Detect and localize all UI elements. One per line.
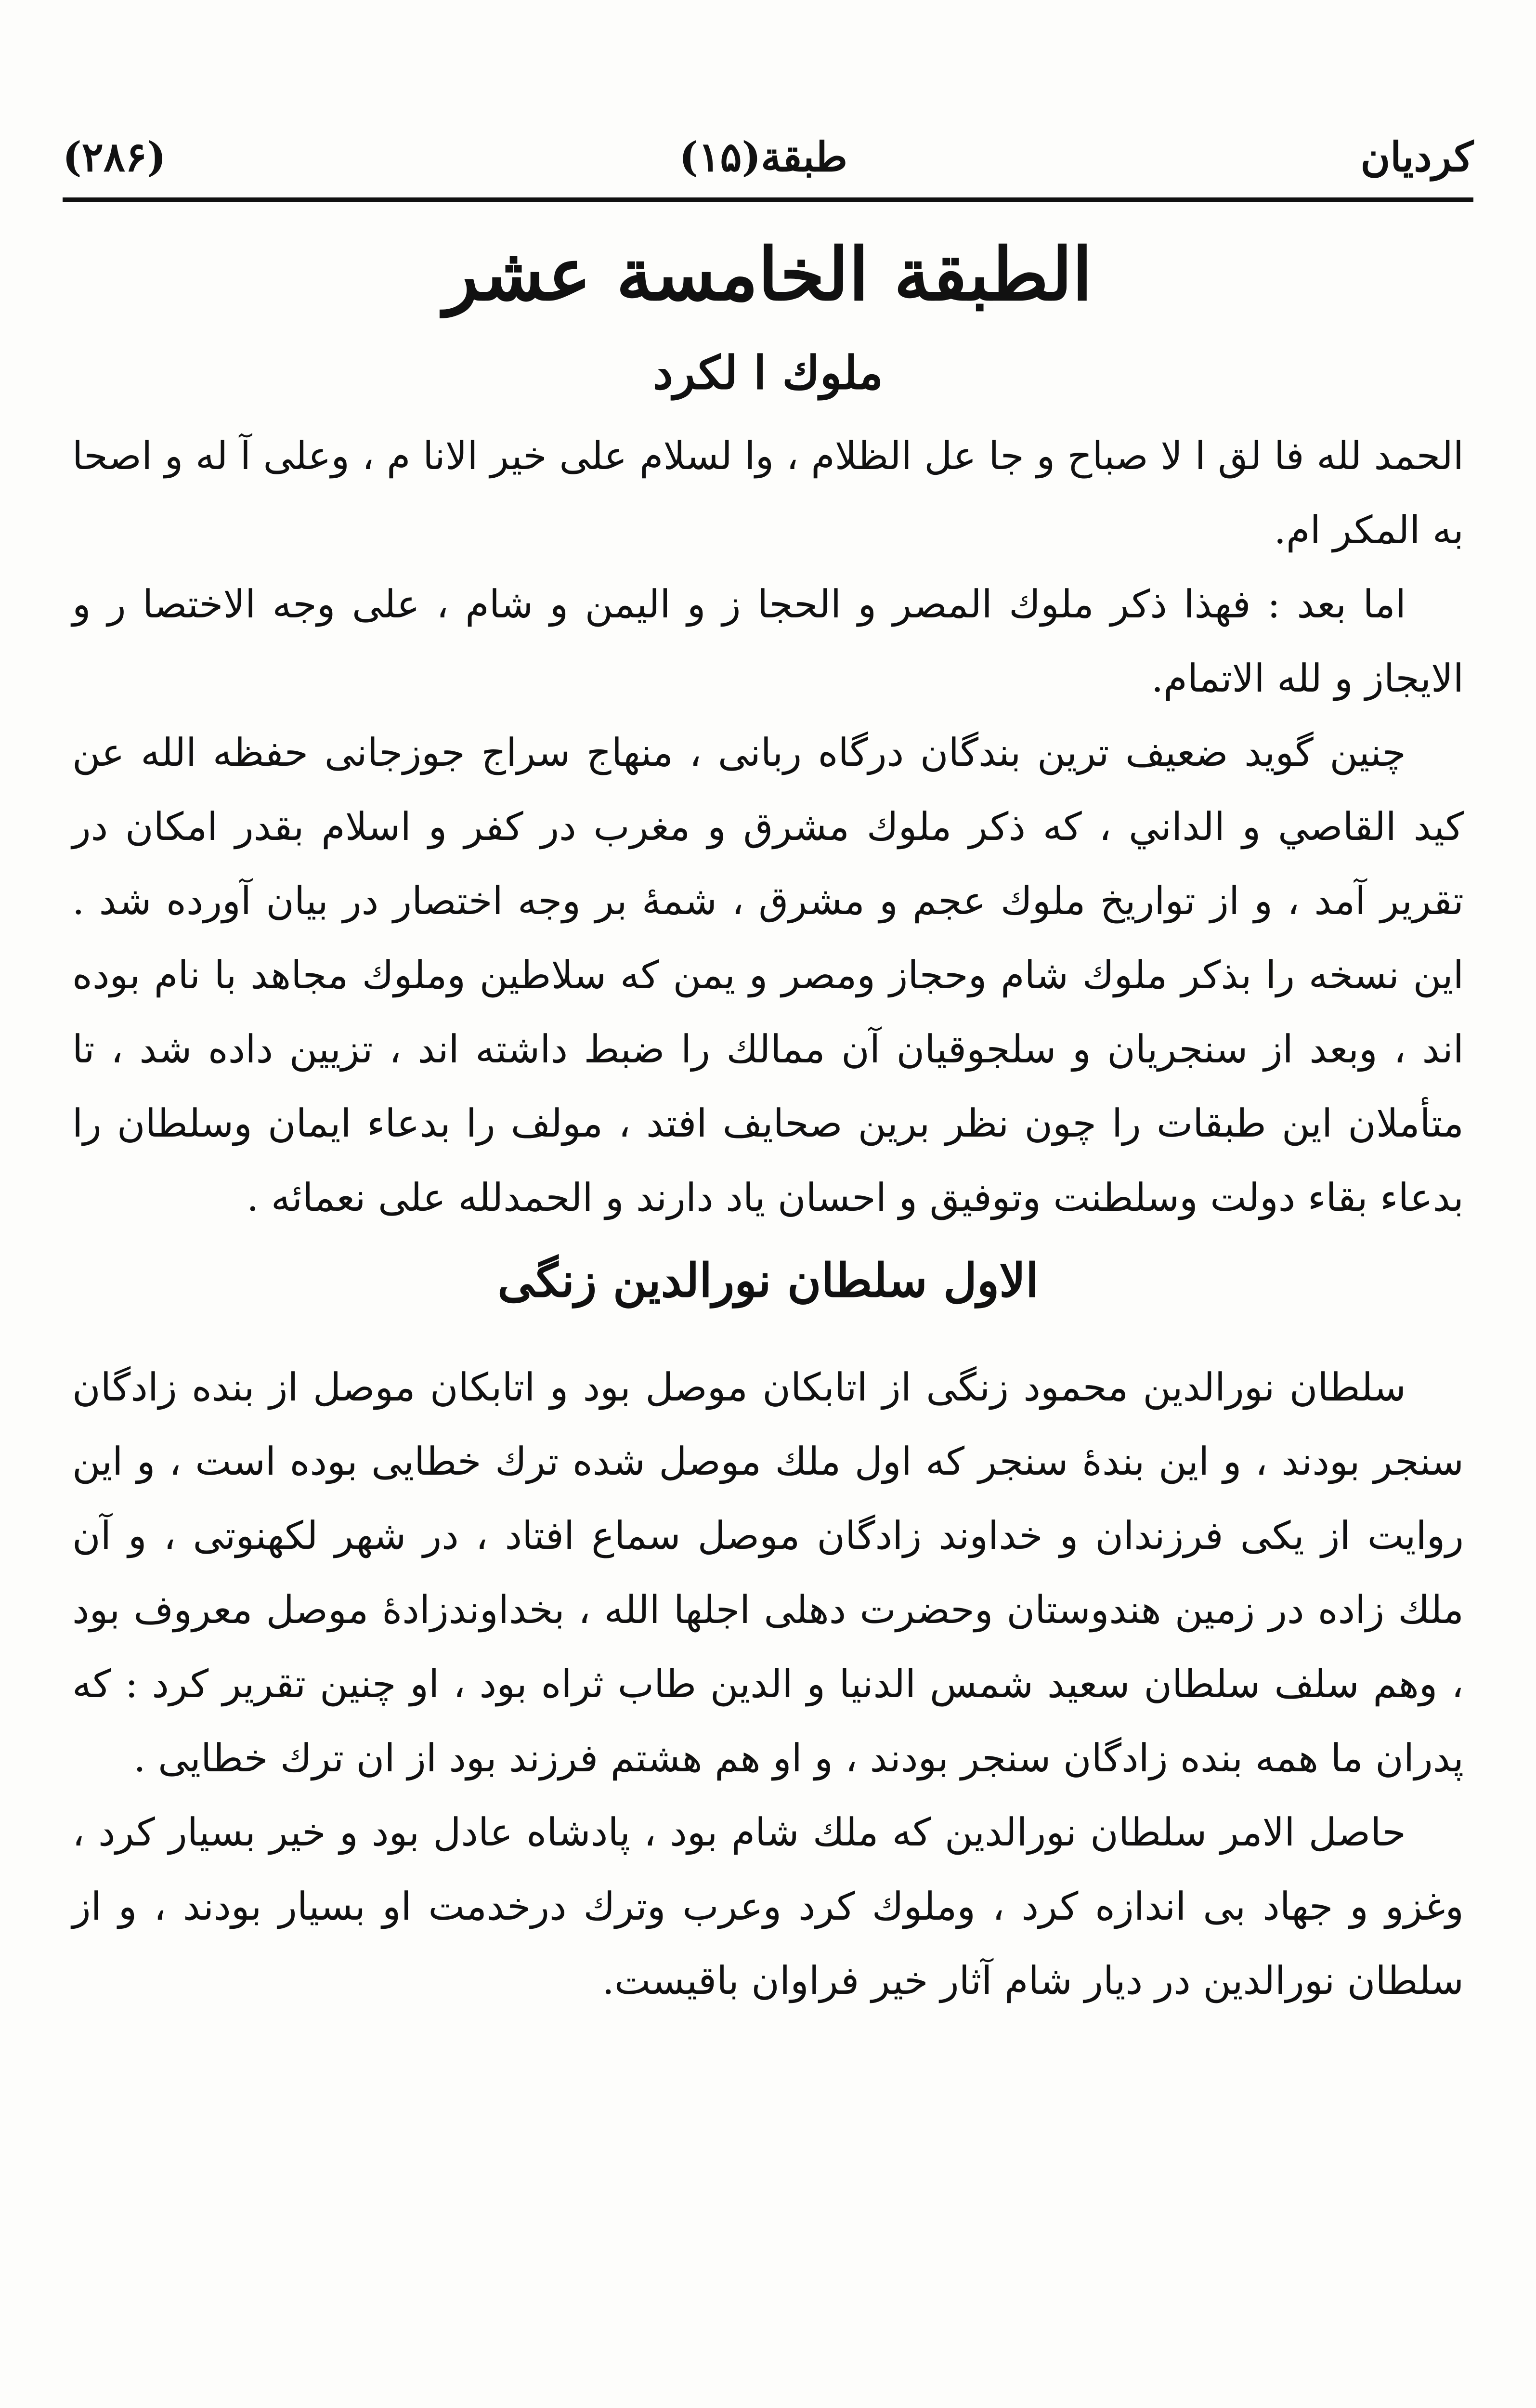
paragraph-nuruddin-reign: حاصل الامر سلطان نورالدين كه ملك شام بود ، پادشاه عادل بود و خير بسيار كرد ، وغزو و جهاد بی اندازه كرد ، وملوك كرد وعرب وترك درخدمت او بسيار بودند ، و از سلطان نورالدين در ديار شام آثار خير فراوان باقيست. [72, 1810, 1464, 2003]
paragraph-introduction: اما بعد : فهذا ذكر ملوك المصر و الحجا ز و اليمن و شام ، على وجه الاختصا ر و الايجاز و لله الاتمام. [72, 582, 1464, 701]
section-title: الاول سلطان نورالدين زنگی [497, 1253, 1039, 1308]
page-body [72, 226, 1464, 2018]
header-page-number: (۲۸۶) [63, 132, 166, 181]
chapter-title: الطبقة الخامسة عشر [443, 232, 1093, 317]
paragraph-author-preface: چنین گوید ضعیف ترین بندگان درگاه ربانی ، منهاج سراج جوزجانی حفظه الله عن كيد القاصي و الداني ، كه ذكر ملوك مشرق و مغرب در كفر و اسلام بقدر امكان در تقرير آمد ، و از تواريخ ملوك عجم و مشرق ، شمهٔ بر وجه اختصار در بيان آورده شد . اين نسخه را بذكر ملوك شام وحجاز ومصر و يمن كه سلاطين وملوك مجاهد با نام بوده اند ، وبعد از سنجريان و سلجوقيان آن ممالك را ضبط داشته اند ، تزيين داده شد ، تا متأملان اين طبقات را چون نظر برين صحايف افتد ، مولف را بدعاء ايمان وسلطان را بدعاء بقاء دولت وسلطنت وتوفيق و احسان ياد دارند و الحمدلله على نعمائه . [72, 730, 1464, 1220]
paragraph-nuruddin-origin: سلطان نورالدين محمود زنگی از اتابكان موصل بود و اتابكان موصل از بنده زادگان سنجر بودند ، و اين بندهٔ سنجر كه اول ملك موصل شده ترك خطايی بوده است ، و اين روايت از يكی فرزندان و خداوند زادگان موصل سماع افتاد ، در شهر لكهنوتی ، و آن ملك زاده در زمين هندوستان وحضرت دهلی اجلها الله ، بخداوندزادهٔ موصل معروف بود ، وهم سلف سلطان سعيد شمس الدنيا و الدين طاب ثراه بود ، او چنين تقرير كرد : كه پدران ما همه بنده زادگان سنجر بودند ، و او هم هشتم فرزند بود از ان ترك خطايی . [72, 1365, 1464, 1780]
header-rule [63, 197, 1473, 202]
header-section: طبقة(۱۵) [679, 132, 847, 181]
chapter-subtitle: ملوك ا لكرد [652, 346, 884, 400]
header-topic: کردیان [1360, 132, 1473, 181]
paragraph-invocation: الحمد لله فا لق ا لا صباح و جا عل الظلام ، وا لسلام على خير الانا م ، وعلى آ له و اصحا به المكر ام. [72, 433, 1464, 552]
page-header [63, 120, 1473, 193]
